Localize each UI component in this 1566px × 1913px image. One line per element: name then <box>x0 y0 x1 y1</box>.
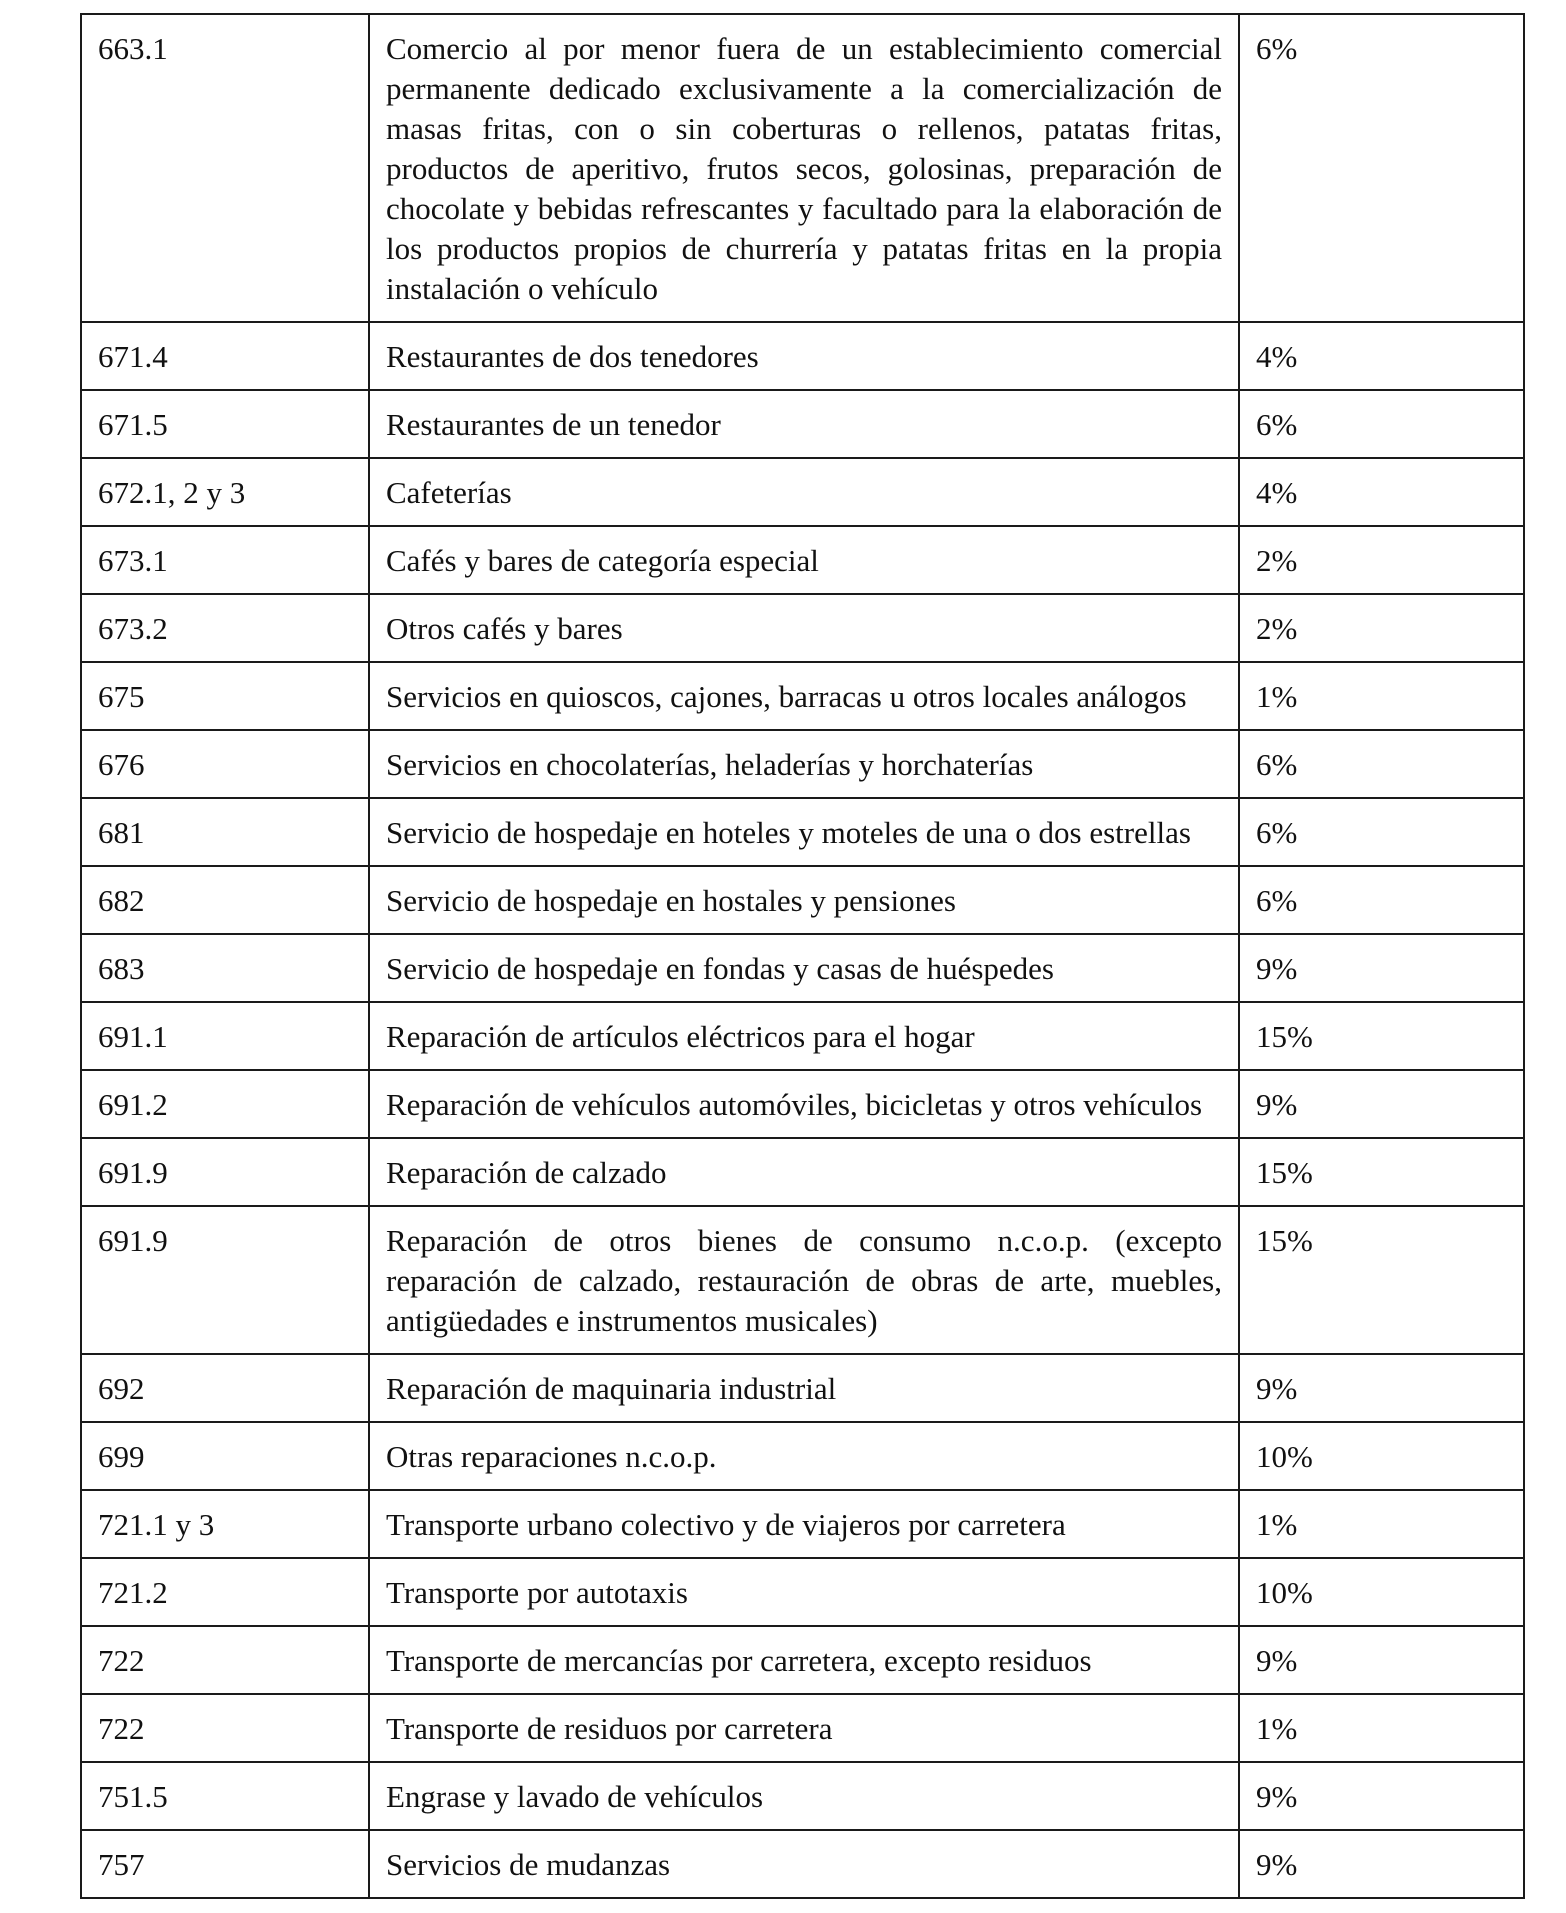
activity-code-cell: 671.5 <box>81 390 369 458</box>
rate-cell: 10% <box>1239 1422 1524 1490</box>
rate-cell: 9% <box>1239 1830 1524 1898</box>
activity-code-cell: 671.4 <box>81 322 369 390</box>
activity-description-cell: Otros cafés y bares <box>369 594 1239 662</box>
table-row <box>81 1002 1524 1070</box>
activity-description-cell: Servicios en quioscos, cajones, barracas u otros locales análogos <box>369 662 1239 730</box>
activity-description-cell: Cafés y bares de categoría especial <box>369 526 1239 594</box>
rate-cell: 6% <box>1239 730 1524 798</box>
activity-description-cell: Transporte de mercancías por carretera, excepto residuos <box>369 1626 1239 1694</box>
rate-cell: 4% <box>1239 458 1524 526</box>
rate-cell: 9% <box>1239 934 1524 1002</box>
activity-description-cell: Cafeterías <box>369 458 1239 526</box>
activity-code-cell: 722 <box>81 1626 369 1694</box>
rate-cell: 9% <box>1239 1070 1524 1138</box>
activity-description-cell: Servicio de hospedaje en fondas y casas de huéspedes <box>369 934 1239 1002</box>
table-row <box>81 866 1524 934</box>
rate-cell: 9% <box>1239 1354 1524 1422</box>
activity-description-cell: Transporte por autotaxis <box>369 1558 1239 1626</box>
activity-description-cell: Reparación de maquinaria industrial <box>369 1354 1239 1422</box>
activity-code-cell: 682 <box>81 866 369 934</box>
table-row <box>81 1138 1524 1206</box>
rate-cell: 1% <box>1239 1694 1524 1762</box>
activity-code-cell: 673.2 <box>81 594 369 662</box>
activity-code-cell: 663.1 <box>81 14 369 322</box>
table-row <box>81 730 1524 798</box>
rate-cell: 6% <box>1239 14 1524 322</box>
table-row <box>81 1490 1524 1558</box>
rate-cell: 6% <box>1239 866 1524 934</box>
activity-code-cell: 691.9 <box>81 1138 369 1206</box>
table-row <box>81 662 1524 730</box>
activity-description-cell: Comercio al por menor fuera de un establecimiento comercial permanente dedicado exclusivamente a la comercialización de masas fritas, con o sin coberturas o rellenos, patatas fritas, productos de aperitivo, frutos secos, golosinas, preparación de chocolate y bebidas refrescantes y facultado para la elaboración de los productos propios de churrería y patatas fritas en la propia instalación o vehículo <box>369 14 1239 322</box>
rate-cell: 6% <box>1239 798 1524 866</box>
activity-code-cell: 721.1 y 3 <box>81 1490 369 1558</box>
activity-code-cell: 699 <box>81 1422 369 1490</box>
activity-code-cell: 675 <box>81 662 369 730</box>
activity-code-cell: 691.1 <box>81 1002 369 1070</box>
activity-code-cell: 691.9 <box>81 1206 369 1354</box>
activity-code-cell: 722 <box>81 1694 369 1762</box>
table-row <box>81 1694 1524 1762</box>
rate-cell: 4% <box>1239 322 1524 390</box>
activity-code-cell: 691.2 <box>81 1070 369 1138</box>
table-row <box>81 1762 1524 1830</box>
activity-description-cell: Servicio de hospedaje en hoteles y moteles de una o dos estrellas <box>369 798 1239 866</box>
activity-code-cell: 681 <box>81 798 369 866</box>
table-row <box>81 934 1524 1002</box>
table-row <box>81 458 1524 526</box>
table-row <box>81 526 1524 594</box>
table-row <box>81 594 1524 662</box>
activity-description-cell: Servicio de hospedaje en hostales y pensiones <box>369 866 1239 934</box>
rate-cell: 2% <box>1239 594 1524 662</box>
rate-cell: 1% <box>1239 662 1524 730</box>
activity-description-cell: Restaurantes de dos tenedores <box>369 322 1239 390</box>
activity-code-cell: 721.2 <box>81 1558 369 1626</box>
activity-code-cell: 683 <box>81 934 369 1002</box>
table-row <box>81 1070 1524 1138</box>
activity-description-cell: Reparación de artículos eléctricos para el hogar <box>369 1002 1239 1070</box>
table-row <box>81 1354 1524 1422</box>
activity-description-cell: Engrase y lavado de vehículos <box>369 1762 1239 1830</box>
activity-description-cell: Transporte de residuos por carretera <box>369 1694 1239 1762</box>
table-row <box>81 1558 1524 1626</box>
activity-code-cell: 676 <box>81 730 369 798</box>
activity-description-cell: Otras reparaciones n.c.o.p. <box>369 1422 1239 1490</box>
activity-description-cell: Reparación de vehículos automóviles, bicicletas y otros vehículos <box>369 1070 1239 1138</box>
activity-code-cell: 672.1, 2 y 3 <box>81 458 369 526</box>
table-row <box>81 14 1524 322</box>
rate-cell: 9% <box>1239 1762 1524 1830</box>
table-body <box>81 14 1524 1898</box>
rate-cell: 1% <box>1239 1490 1524 1558</box>
activity-description-cell: Servicios en chocolaterías, heladerías y horchaterías <box>369 730 1239 798</box>
activity-code-cell: 751.5 <box>81 1762 369 1830</box>
rate-cell: 15% <box>1239 1002 1524 1070</box>
activity-description-cell: Transporte urbano colectivo y de viajeros por carretera <box>369 1490 1239 1558</box>
table-row <box>81 1422 1524 1490</box>
table-row <box>81 1626 1524 1694</box>
rate-cell: 9% <box>1239 1626 1524 1694</box>
table-row <box>81 1206 1524 1354</box>
rate-cell: 2% <box>1239 526 1524 594</box>
activity-description-cell: Reparación de calzado <box>369 1138 1239 1206</box>
table-row <box>81 322 1524 390</box>
activity-description-cell: Servicios de mudanzas <box>369 1830 1239 1898</box>
rate-cell: 10% <box>1239 1558 1524 1626</box>
table-row <box>81 1830 1524 1898</box>
rate-cell: 6% <box>1239 390 1524 458</box>
table-row <box>81 390 1524 458</box>
rate-cell: 15% <box>1239 1206 1524 1354</box>
table-row <box>81 798 1524 866</box>
activity-code-cell: 673.1 <box>81 526 369 594</box>
activity-description-cell: Restaurantes de un tenedor <box>369 390 1239 458</box>
activity-code-cell: 692 <box>81 1354 369 1422</box>
activity-code-cell: 757 <box>81 1830 369 1898</box>
activity-description-cell: Reparación de otros bienes de consumo n.c.o.p. (excepto reparación de calzado, restauración de obras de arte, muebles, antigüedades e instrumentos musicales) <box>369 1206 1239 1354</box>
activity-rate-table <box>80 13 1525 1899</box>
rate-cell: 15% <box>1239 1138 1524 1206</box>
